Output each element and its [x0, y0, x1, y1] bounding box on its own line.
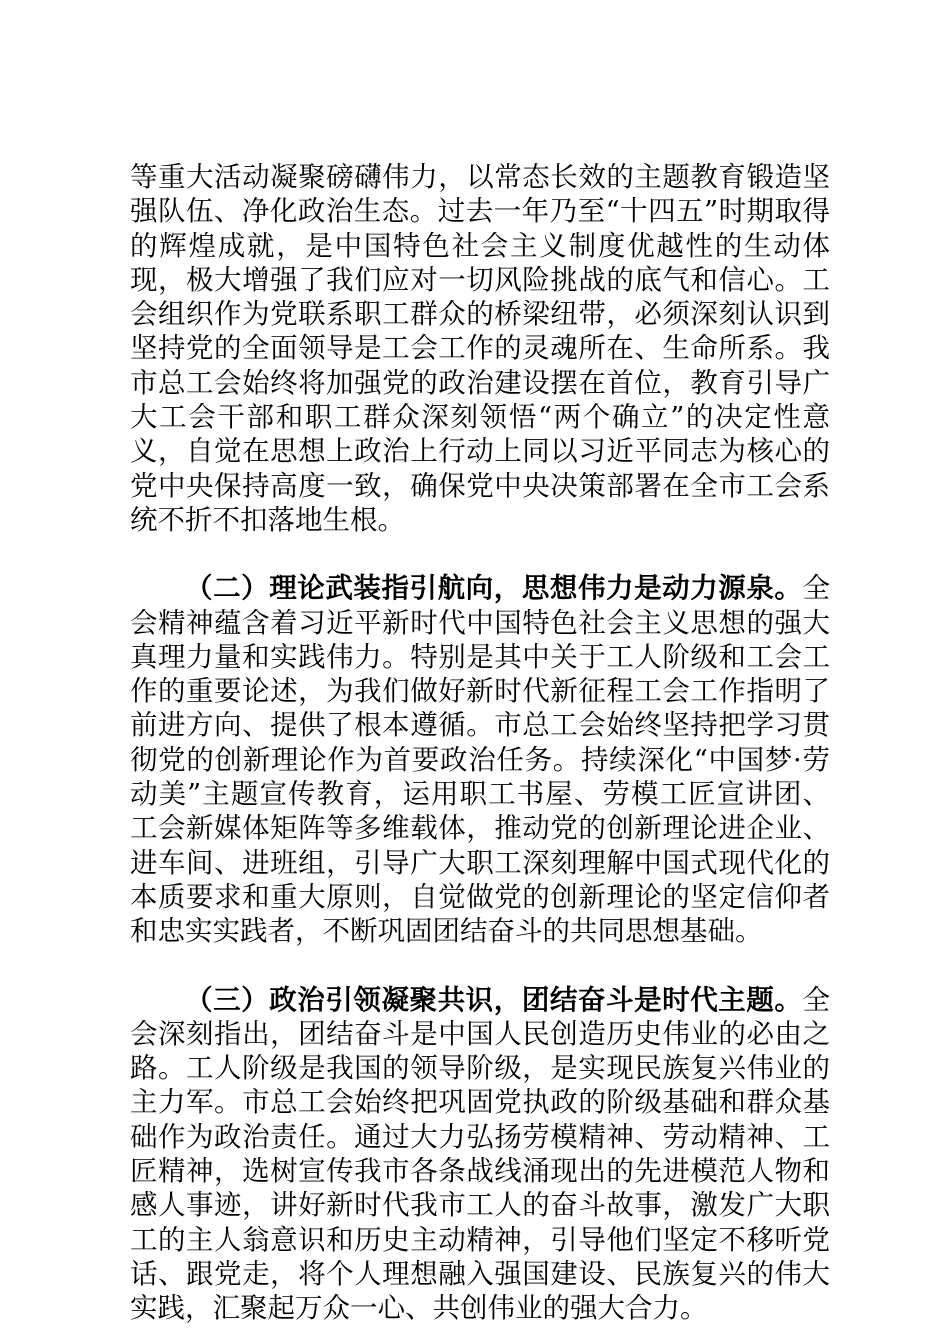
paragraph-continuation: [130, 160, 830, 537]
paragraph-theory-armament: [130, 571, 830, 948]
paragraph-political-guidance: [130, 983, 830, 1326]
paragraph-heading: （二）理论武装指引航向，思想伟力是动力源泉。: [185, 572, 803, 605]
document-page: [130, 160, 830, 1326]
paragraph-body: 等重大活动凝聚磅礴伟力，以常态长效的主题教育锻造坚强队伍、净化政治生态。过去一年乃至“十四五”时期取得的辉煌成就，是中国特色社会主义制度优越性的生动体现，极大增强了我们应对一切风险挑战的底气和信心。工会组织作为党联系职工群众的桥梁纽带，必须深刻认识到坚持党的全面领导是工会工作的灵魂所在、生命所系。我市总工会始终将加强党的政治建设摆在首位，教育引导广大工会干部和职工群众深刻领悟“两个确立”的决定性意义，自觉在思想上政治上行动上同以习近平同志为核心的党中央保持高度一致，确保党中央决策部署在全市工会系统不折不扣落地生根。: [130, 161, 830, 536]
paragraph-body: 全会深刻指出，团结奋斗是中国人民创造历史伟业的必由之路。工人阶级是我国的领导阶级，是实现民族复兴伟业的主力军。市总工会始终把巩固党执政的阶级基础和群众基础作为政治责任。通过大力弘扬劳模精神、劳动精神、工匠精神，选树宣传我市各条战线涌现出的先进模范人物和感人事迹，讲好新时代我市工人的奋斗故事，激发广大职工的主人翁意识和历史主动精神，引导他们坚定不移听党话、跟党走，将个人理想融入强国建设、民族复兴的伟大实践，汇聚起万众一心、共创伟业的强大合力。: [130, 983, 830, 1325]
paragraph-body: 全会精神蕴含着习近平新时代中国特色社会主义思想的强大真理力量和实践伟力。特别是其中关于工人阶级和工会工作的重要论述，为我们做好新时代新征程工会工作指明了前进方向、提供了根本遵循。市总工会始终坚持把学习贯彻党的创新理论作为首要政治任务。持续深化“中国梦·劳动美”主题宣传教育，运用职工书屋、劳模工匠宣讲团、工会新媒体矩阵等多维载体，推动党的创新理论进企业、进车间、进班组，引导广大职工深刻理解中国式现代化的本质要求和重大原则，自觉做党的创新理论的坚定信仰者和忠实实践者，不断巩固团结奋斗的共同思想基础。: [130, 572, 830, 948]
paragraph-heading: （三）政治引领凝聚共识，团结奋斗是时代主题。: [185, 983, 803, 1016]
